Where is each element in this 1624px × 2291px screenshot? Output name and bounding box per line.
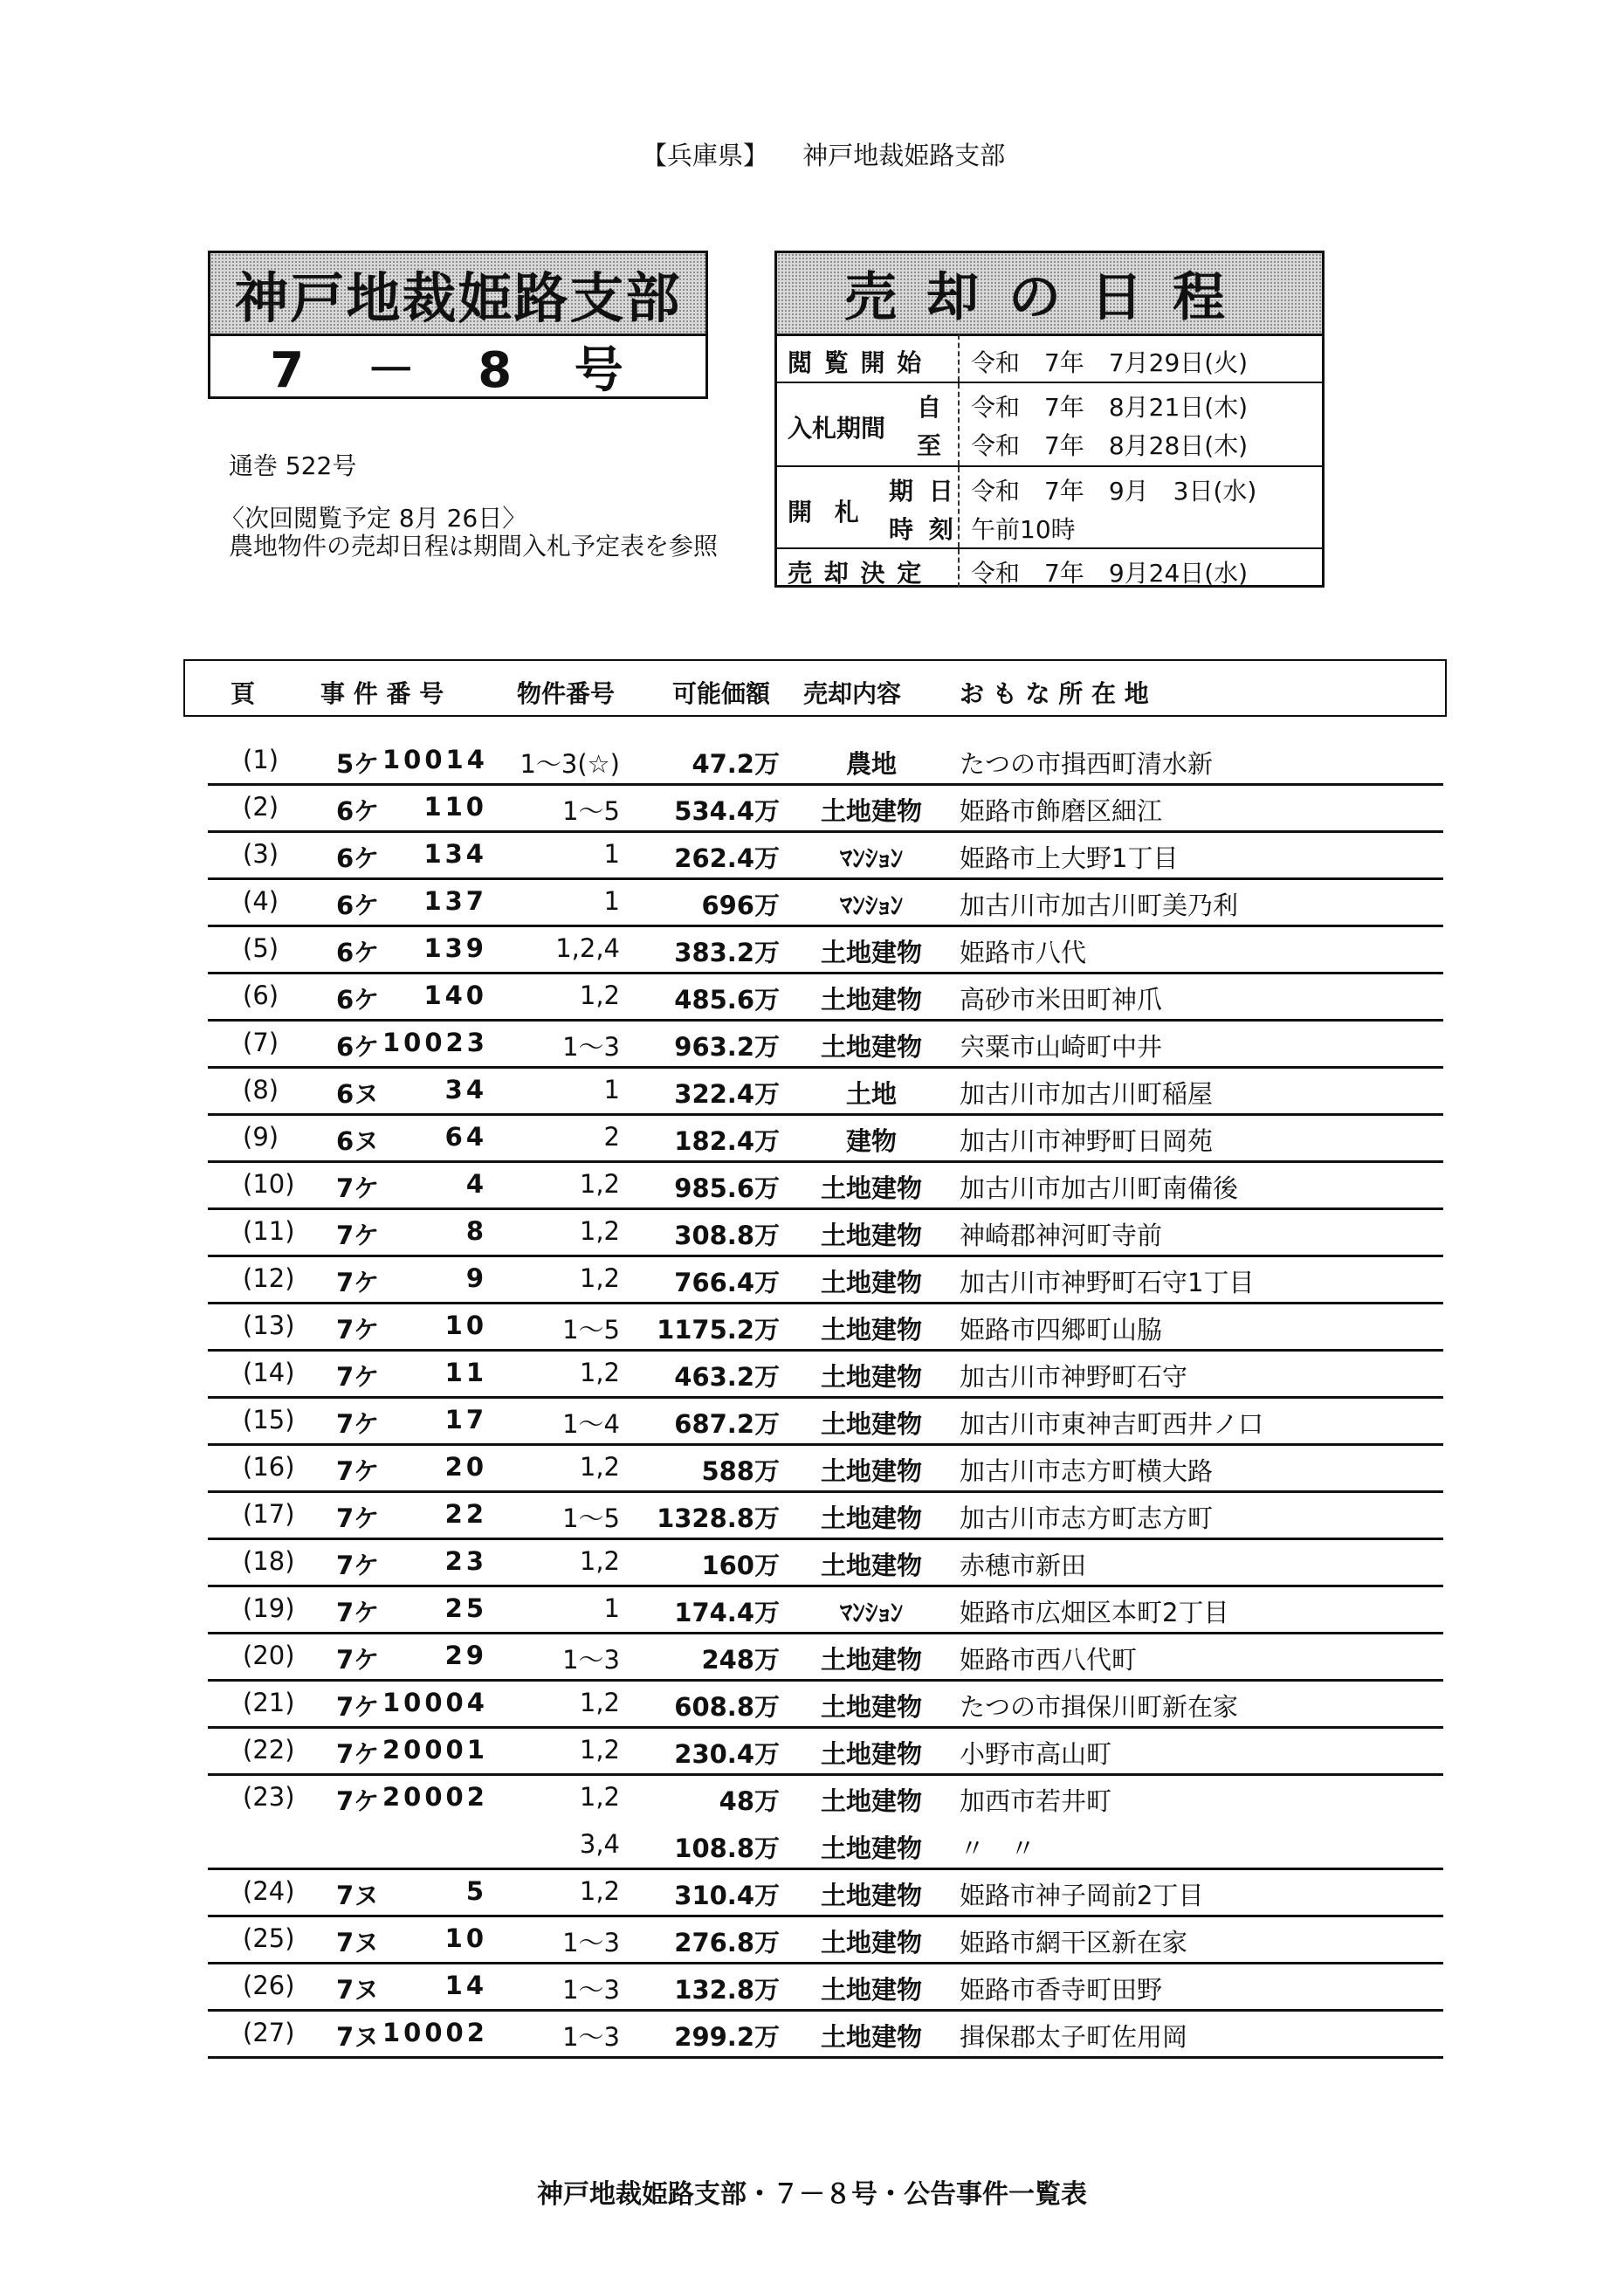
case-number: 140 [423, 980, 487, 1010]
price: 47.2万 [692, 749, 780, 779]
table-header [183, 659, 1447, 717]
case-era: 7ヌ [336, 1928, 380, 1957]
table-row [208, 736, 1443, 786]
location: 姫路市広畑区本町2丁目 [960, 1598, 1229, 1627]
table-row [208, 1726, 1443, 1776]
case-number: 10014 [382, 745, 488, 774]
case-era: 6ケ [336, 1032, 380, 1062]
table-row [208, 877, 1443, 927]
page-ref: (4) [243, 886, 279, 916]
case-era: 7ケ [336, 1786, 380, 1816]
case-number: 14 [444, 1971, 487, 2000]
location: 加古川市神野町日岡苑 [960, 1126, 1214, 1156]
price: 588万 [701, 1456, 780, 1486]
court-name: 神戸地裁姫路支部 [802, 141, 1006, 170]
sale-type: 土地建物 [820, 1173, 922, 1203]
page-ref: (10) [243, 1169, 295, 1199]
sale-type: 土地建物 [820, 1975, 922, 2005]
sale-type: 土地建物 [820, 1881, 922, 1910]
case-number: 20001 [382, 1735, 488, 1765]
price: 310.4万 [674, 1881, 780, 1910]
case-number: 23 [444, 1546, 487, 1576]
page-ref: (26) [243, 1971, 295, 2000]
location: 加西市若井町 [960, 1786, 1112, 1816]
table-row [208, 1490, 1443, 1540]
case-era: 7ケ [336, 1362, 380, 1392]
case-era: 7ケ [336, 1315, 380, 1345]
case-number: 8 [465, 1216, 487, 1246]
price: 108.8万 [674, 1833, 780, 1863]
table-row [208, 1868, 1443, 1917]
price: 299.2万 [674, 2022, 780, 2052]
table-row [208, 1066, 1443, 1116]
case-number: 134 [423, 839, 487, 869]
location: 姫路市西八代町 [960, 1645, 1138, 1675]
sale-type: 土地建物 [820, 1739, 922, 1769]
schedule-sub: 至 [917, 431, 942, 460]
price: 766.4万 [674, 1268, 780, 1297]
price: 132.8万 [674, 1975, 780, 2005]
price: 230.4万 [674, 1739, 780, 1769]
schedule-row-bidding [777, 383, 1322, 467]
case-number: 4 [465, 1169, 487, 1199]
case-number: 20002 [382, 1782, 488, 1812]
page-ref: (1) [243, 745, 279, 774]
table-row [208, 1820, 1443, 1870]
case-era: 6ケ [336, 796, 380, 826]
schedule-sub: 自 [917, 393, 942, 422]
sale-type: 農地 [845, 749, 897, 779]
header-location: お も な 所 在 地 [960, 679, 1149, 708]
schedule-label: 開 札 [788, 498, 866, 526]
table-row [208, 972, 1443, 1022]
page-ref: (14) [243, 1358, 295, 1387]
page-ref: (11) [243, 1216, 295, 1246]
farmland-note: 農地物件の売却日程は期間入札予定表を参照 [229, 532, 719, 561]
page-ref: (22) [243, 1735, 295, 1765]
price: 1328.8万 [657, 1503, 780, 1533]
item-number: 1～5 [562, 796, 620, 826]
header-price: 可能価額 [672, 679, 771, 708]
table-row [208, 1019, 1443, 1069]
sale-type: 土地建物 [820, 1645, 922, 1675]
case-era: 7ケ [336, 1739, 380, 1769]
schedule-label: 閲 覧 開 始 [788, 348, 924, 377]
sale-type: 土地建物 [820, 1362, 922, 1392]
table-row [208, 1962, 1443, 2012]
next-viewing-note: 〈次回閲覧予定 8月 26日〉 [220, 504, 527, 533]
case-era: 7ヌ [336, 1975, 380, 2005]
divider [958, 334, 960, 382]
location: 高砂市米田町神爪 [960, 985, 1163, 1015]
case-number: 110 [423, 792, 487, 822]
case-era: 6ケ [336, 985, 380, 1015]
issue-box [208, 251, 708, 399]
schedule-value: 令和 7年 9月24日(水) [971, 559, 1249, 588]
case-number: 10 [444, 1311, 487, 1340]
issue-number: 7 － 8 号 [270, 341, 646, 399]
item-number: 1,2 [579, 1876, 620, 1906]
case-number: 64 [444, 1122, 487, 1152]
location: 姫路市網干区新在家 [960, 1928, 1188, 1957]
table-row [208, 1113, 1443, 1163]
item-number: 1 [603, 839, 620, 869]
sale-type: ﾏﾝｼｮﾝ [839, 1598, 904, 1627]
schedule-value: 令和 7年 7月29日(火) [971, 348, 1249, 377]
sale-type: 土地建物 [820, 1692, 922, 1722]
table-row [208, 925, 1443, 974]
schedule-row-decision [777, 549, 1322, 588]
location: たつの市揖西町清水新 [960, 749, 1214, 779]
item-number: 1,2 [579, 980, 620, 1010]
schedule-label: 売 却 決 定 [788, 559, 924, 588]
price: 463.2万 [674, 1362, 780, 1392]
case-number: 11 [444, 1358, 487, 1387]
item-number: 1～3 [562, 1032, 620, 1062]
case-number: 10 [444, 1923, 487, 1953]
case-era: 7ケ [336, 1551, 380, 1580]
location: 加古川市加古川町南備後 [960, 1173, 1239, 1203]
price: 48万 [719, 1786, 780, 1816]
page-ref: (9) [243, 1122, 279, 1152]
case-era: 7ケ [336, 1268, 380, 1297]
price: 1175.2万 [657, 1315, 780, 1345]
item-number: 1 [603, 886, 620, 916]
price: 383.2万 [674, 938, 780, 967]
location: 〃 〃 [960, 1833, 1036, 1863]
price: 308.8万 [674, 1221, 780, 1250]
price: 182.4万 [674, 1126, 780, 1156]
volume-number: 通巻 522号 [229, 451, 357, 480]
price: 262.4万 [674, 843, 780, 873]
item-number: 1～3 [562, 1975, 620, 2005]
location: 宍粟市山崎町中井 [960, 1032, 1163, 1062]
location: 神崎郡神河町寺前 [960, 1221, 1163, 1250]
case-number: 22 [444, 1499, 487, 1529]
case-era: 7ヌ [336, 1881, 380, 1910]
item-number: 1,2 [579, 1688, 620, 1717]
table-row [208, 1632, 1443, 1682]
header-sale-type: 売却内容 [803, 679, 902, 708]
item-number: 1,2 [579, 1735, 620, 1765]
item-number: 1,2 [579, 1546, 620, 1576]
page-ref: (12) [243, 1263, 295, 1293]
header-case-number: 事 件 番 号 [320, 679, 444, 708]
location: 加古川市東神吉町西井ノ口 [960, 1409, 1264, 1439]
page-ref: (27) [243, 2018, 295, 2047]
case-era: 6ケ [336, 843, 380, 873]
sale-type: 土地建物 [820, 796, 922, 826]
case-era: 7ケ [336, 1221, 380, 1250]
item-number: 1～4 [562, 1409, 620, 1439]
location: 加古川市加古川町美乃利 [960, 891, 1239, 920]
case-era: 7ケ [336, 1456, 380, 1486]
item-number: 1～3(☆) [520, 749, 620, 779]
price: 248万 [701, 1645, 780, 1675]
item-number: 2 [603, 1122, 620, 1152]
case-number: 10002 [382, 2018, 488, 2047]
case-number: 29 [444, 1641, 487, 1670]
case-number: 139 [423, 933, 487, 963]
case-era: 6ケ [336, 891, 380, 920]
sale-type: 土地建物 [820, 1786, 922, 1816]
case-era: 7ヌ [336, 2022, 380, 2052]
location: 加古川市神野町石守 [960, 1362, 1188, 1392]
divider [958, 383, 960, 465]
price: 985.6万 [674, 1173, 780, 1203]
case-number: 5 [465, 1876, 487, 1906]
sale-type: 土地建物 [820, 1456, 922, 1486]
case-number: 9 [465, 1263, 487, 1293]
page-header [642, 136, 1005, 172]
case-number: 17 [444, 1405, 487, 1434]
location: たつの市揖保川町新在家 [960, 1692, 1239, 1722]
price: 276.8万 [674, 1928, 780, 1957]
sale-type: 土地建物 [820, 1032, 922, 1062]
page-ref: (21) [243, 1688, 295, 1717]
prefecture: 【兵庫県】 [642, 141, 769, 170]
issue-court-title: 神戸地裁姫路支部 [210, 253, 705, 336]
schedule-sub: 時 刻 [889, 515, 957, 544]
price: 485.6万 [674, 985, 780, 1015]
table-row [208, 1679, 1443, 1729]
item-number: 1～5 [562, 1503, 620, 1533]
sale-type: ﾏﾝｼｮﾝ [839, 891, 904, 920]
page-ref: (24) [243, 1876, 295, 1906]
schedule-sub: 期 日 [889, 477, 957, 506]
case-era: 7ケ [336, 1645, 380, 1675]
case-era: 7ケ [336, 1692, 380, 1722]
table-row [208, 830, 1443, 880]
item-number: 1,2 [579, 1452, 620, 1482]
page-ref: (5) [243, 933, 279, 963]
schedule-title: 売却の日程 [777, 253, 1322, 336]
sale-type: 土地建物 [820, 1221, 922, 1250]
header-page: 頁 [231, 679, 256, 708]
page-ref: (18) [243, 1546, 295, 1576]
location: 赤穂市新田 [960, 1551, 1087, 1580]
item-number: 1,2 [579, 1216, 620, 1246]
case-number: 10004 [382, 1688, 488, 1717]
case-era: 7ケ [336, 1409, 380, 1439]
page-ref: (20) [243, 1641, 295, 1670]
schedule-value: 令和 7年 8月21日(木) [971, 393, 1249, 422]
table-row [208, 1396, 1443, 1446]
page-footer: 神戸地裁姫路支部・７－８号・公告事件一覧表 [537, 2179, 1087, 2210]
item-number: 1,2 [579, 1169, 620, 1199]
sale-type: 土地建物 [820, 1409, 922, 1439]
item-number: 1,2 [579, 1263, 620, 1293]
page-ref: (17) [243, 1499, 295, 1529]
page-ref: (23) [243, 1782, 295, 1812]
sale-type: 土地 [845, 1079, 897, 1109]
location: 揖保郡太子町佐用岡 [960, 2022, 1188, 2052]
sale-type: 土地建物 [820, 1551, 922, 1580]
item-number: 1～3 [562, 2022, 620, 2052]
price: 174.4万 [674, 1598, 780, 1627]
sale-type: 土地建物 [820, 1928, 922, 1957]
case-era: 6ヌ [336, 1079, 380, 1109]
case-number: 20 [444, 1452, 487, 1482]
page-ref: (3) [243, 839, 279, 869]
location: 加古川市志方町志方町 [960, 1503, 1214, 1533]
location: 小野市高山町 [960, 1739, 1112, 1769]
table-row [208, 1302, 1443, 1352]
price: 608.8万 [674, 1692, 780, 1722]
table-row [208, 1443, 1443, 1493]
price: 160万 [701, 1551, 780, 1580]
sale-type: 土地建物 [820, 1833, 922, 1863]
schedule-value: 午前10時 [971, 515, 1076, 544]
schedule-label: 入札期間 [788, 414, 886, 443]
sale-type: 土地建物 [820, 1268, 922, 1297]
location: 姫路市上大野1丁目 [960, 843, 1179, 873]
table-row [208, 1915, 1443, 1964]
case-era: 5ケ [336, 749, 380, 779]
sale-type: ﾏﾝｼｮﾝ [839, 843, 904, 873]
price: 322.4万 [674, 1079, 780, 1109]
location: 姫路市八代 [960, 938, 1087, 967]
item-number: 1 [603, 1593, 620, 1623]
schedule-value: 令和 7年 8月28日(木) [971, 431, 1249, 460]
page-ref: (15) [243, 1405, 295, 1434]
case-era: 7ケ [336, 1503, 380, 1533]
case-era: 6ヌ [336, 1126, 380, 1156]
page-ref: (2) [243, 792, 279, 822]
page-ref: (8) [243, 1075, 279, 1104]
location: 加古川市加古川町稲屋 [960, 1079, 1214, 1109]
price: 963.2万 [674, 1032, 780, 1062]
sale-type: 土地建物 [820, 1315, 922, 1345]
item-number: 1,2,4 [555, 933, 620, 963]
case-number: 34 [444, 1075, 487, 1104]
location: 姫路市神子岡前2丁目 [960, 1881, 1204, 1910]
page-ref: (19) [243, 1593, 295, 1623]
sale-type: 土地建物 [820, 938, 922, 967]
sale-type: 建物 [845, 1126, 897, 1156]
page-ref: (7) [243, 1028, 279, 1057]
case-era: 7ケ [336, 1173, 380, 1203]
page-ref: (6) [243, 980, 279, 1010]
price: 687.2万 [674, 1409, 780, 1439]
location: 加古川市志方町横大路 [960, 1456, 1214, 1486]
schedule-row-opening [777, 467, 1322, 549]
case-era: 6ケ [336, 938, 380, 967]
sale-type: 土地建物 [820, 2022, 922, 2052]
divider [958, 549, 960, 588]
table-row [208, 1207, 1443, 1257]
location: 姫路市四郷町山脇 [960, 1315, 1163, 1345]
table-row [208, 2009, 1443, 2059]
case-era: 7ケ [336, 1598, 380, 1627]
location: 加古川市神野町石守1丁目 [960, 1268, 1255, 1297]
price: 534.4万 [674, 796, 780, 826]
item-number: 1～5 [562, 1315, 620, 1345]
case-number: 10023 [382, 1028, 488, 1057]
table-row [208, 1160, 1443, 1210]
item-number: 1,2 [579, 1782, 620, 1812]
item-number: 3,4 [579, 1829, 620, 1859]
sale-type: 土地建物 [820, 1503, 922, 1533]
location: 姫路市香寺町田野 [960, 1975, 1163, 2005]
schedule-value: 令和 7年 9月 3日(水) [971, 477, 1257, 506]
table-row [208, 783, 1443, 833]
page-ref: (13) [243, 1311, 295, 1340]
case-number: 137 [423, 886, 487, 916]
item-number: 1～3 [562, 1928, 620, 1957]
header-item-number: 物件番号 [517, 679, 616, 708]
schedule-row-viewing [777, 334, 1322, 383]
divider [958, 467, 960, 547]
page-ref: (25) [243, 1923, 295, 1953]
table-row [208, 1349, 1443, 1399]
location: 姫路市飾磨区細江 [960, 796, 1163, 826]
sale-type: 土地建物 [820, 985, 922, 1015]
item-number: 1 [603, 1075, 620, 1104]
schedule-box [774, 251, 1325, 588]
table-row [208, 1773, 1443, 1820]
item-number: 1,2 [579, 1358, 620, 1387]
table-row [208, 1255, 1443, 1304]
table-row [208, 1585, 1443, 1634]
case-number: 25 [444, 1593, 487, 1623]
price: 696万 [701, 891, 780, 920]
page-ref: (16) [243, 1452, 295, 1482]
table-row [208, 1538, 1443, 1587]
item-number: 1～3 [562, 1645, 620, 1675]
